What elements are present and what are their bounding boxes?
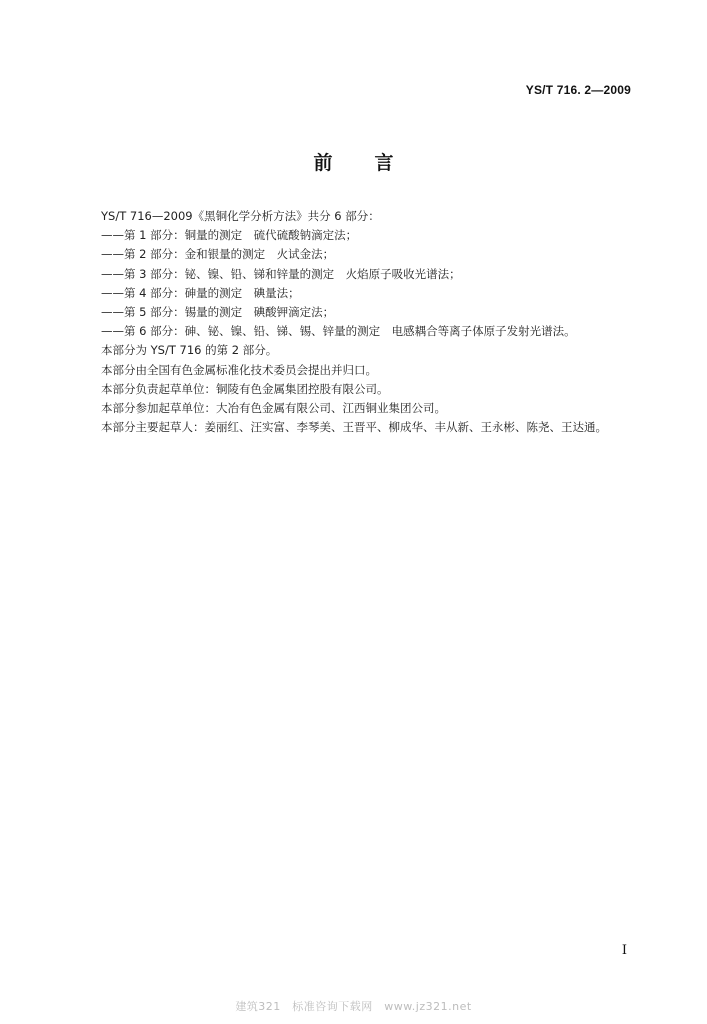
paragraph-part-statement: 本部分为 YS/T 716 的第 2 部分。 <box>101 343 278 358</box>
list-item-part-3: ——第 3 部分：铋、镍、铅、锑和锌量的测定 火焰原子吸收光谱法； <box>101 266 461 281</box>
paragraph-intro: YS/T 716—2009《黑铜化学分析方法》共分 6 部分： <box>101 209 380 223</box>
list-item-part-2: ——第 2 部分：金和银量的测定 火试金法； <box>101 247 335 262</box>
paragraph-proposer: 本部分由全国有色金属标准化技术委员会提出并归口。 <box>101 362 377 377</box>
standard-number: YS/T 716. 2—2009 <box>525 83 631 97</box>
list-item-part-6: ——第 6 部分：砷、铋、镍、铅、锑、锡、锌量的测定 电感耦合等离子体原子发射光谱法。 <box>101 324 576 339</box>
list-item-part-5: ——第 5 部分：锡量的测定 碘酸钾滴定法； <box>101 305 335 320</box>
paragraph-main-drafters: 本部分主要起草人：姜丽红、汪实富、李琴美、王晋平、柳成华、丰从新、王永彬、陈尧、王达通。 <box>101 420 607 435</box>
paragraph-participating-drafters: 本部分参加起草单位：大冶有色金属有限公司、江西铜业集团公司。 <box>101 401 446 416</box>
list-item-part-4: ——第 4 部分：砷量的测定 碘量法； <box>101 285 300 300</box>
paragraph-lead-drafter: 本部分负责起草单位：铜陵有色金属集团控股有限公司。 <box>101 381 389 396</box>
foreword-body <box>101 207 641 437</box>
watermark-text: 建筑321 标准咨询下载网 www.jz321.net <box>235 1000 472 1013</box>
list-item-part-1: ——第 1 部分：铜量的测定 硫代硫酸钠滴定法； <box>101 228 358 243</box>
page-number: I <box>621 943 627 958</box>
page-title: 前言 <box>313 152 436 174</box>
